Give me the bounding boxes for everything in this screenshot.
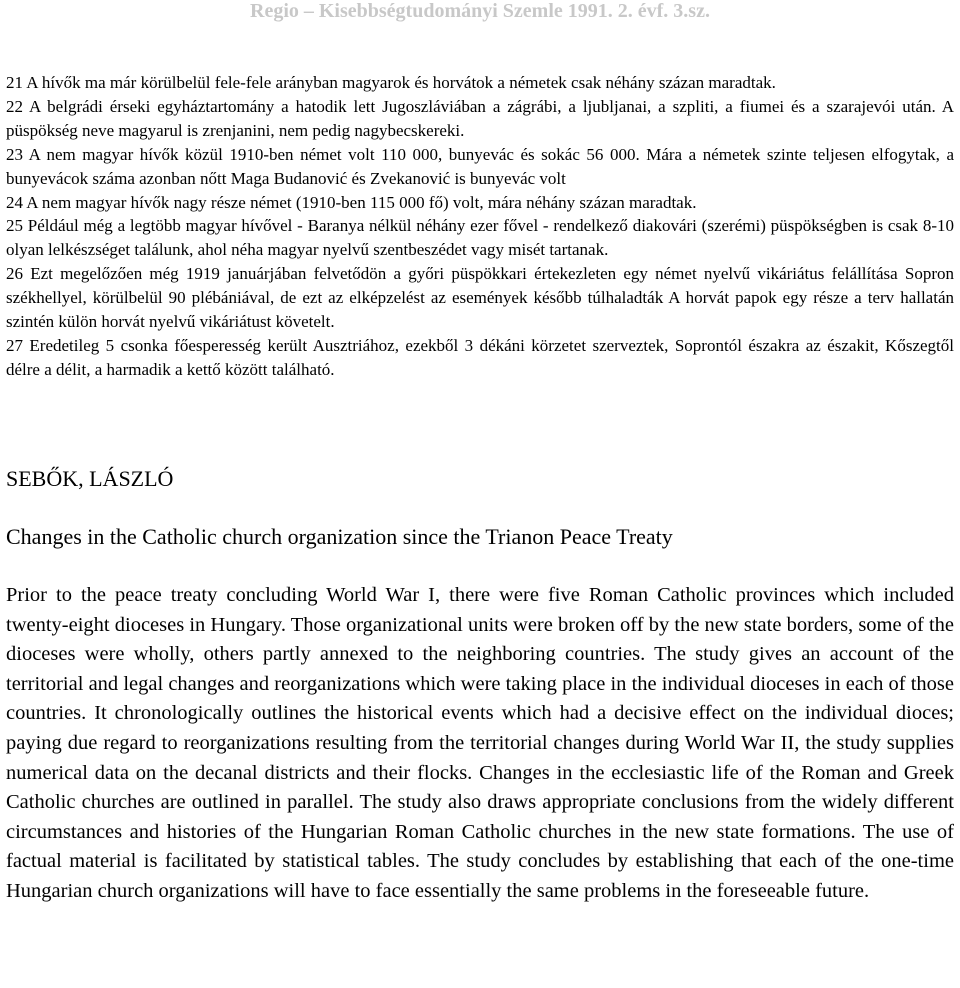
article-author: SEBŐK, LÁSZLÓ xyxy=(6,466,174,491)
footnotes xyxy=(6,71,954,382)
footnote-24: 24 A nem magyar hívők nagy része német (1910-ben 115 000 fő) volt, mára néhány százan maradtak. xyxy=(6,192,697,212)
article-title: Changes in the Catholic church organization since the Trianon Peace Treaty xyxy=(6,524,673,549)
article-abstract: Prior to the peace treaty concluding World War I, there were five Roman Catholic provinces which included twenty-eight dioceses in Hungary. Those organizational units were broken off by the new state borders, some of the dioceses were wholly, others partly annexed to the neighboring countries. The study gives an account of the territorial and legal changes and reorganizations which were taking place in the individual dioceses in each of those countries. It chronologically outlines the historical events which had a decisive effect on the individual dioces; paying due regard to reorganizations resulting from the territorial changes during World War II, the study supplies numerical data on the decanal districts and their flocks. Changes in the ecclesiastic life of the Roman and Greek Catholic churches are outlined in parallel. The study also draws appropriate conclusions from the widely different circumstances and histories of the Hungarian Roman Catholic churches in the new state formations. The use of factual material is facilitated by statistical tables. The study concludes by establishing that each of the one-time Hungarian church organizations will have to face essentially the same problems in the foreseeable future. xyxy=(6,584,954,902)
footnote-25: 25 Például még a legtöbb magyar hívővel - Baranya nélkül néhány ezer fővel - rendelkező diakovári (szerémi) püspökségben is csak 8-10 olyan lelkészséget találunk, ahol néha magyar nyelvű szentbeszédet vagy misét tartanak. xyxy=(6,216,954,260)
footnote-26: 26 Ezt megelőzően még 1919 januárjában felvetődön a győri püspökkari értekezleten egy német nyelvű vikáriátus felállítása Sopron székhellyel, körülbelül 90 plébániával, de ezt az elképzelést az események később túlhaladták A horvát papok egy része a terv hallatán szintén külön horvát nyelvű vikáriátust követelt. xyxy=(6,264,954,332)
footnote-23: 23 A nem magyar hívők közül 1910-ben német volt 110 000, bunyevác és sokác 56 000. Mára a németek szinte teljesen elfogytak, a bunyevácok száma azonban nőtt Maga Budanović és Zvekanović is bunyevác volt xyxy=(6,144,954,188)
footnote-22: 22 A belgrádi érseki egyháztartomány a hatodik lett Jugoszláviában a zágrábi, a ljubljanai, a szpliti, a fiumei és a szarajevói után. A püspökség neve magyarul is zrenjanini, nem pedig nagybecskereki. xyxy=(6,96,954,140)
running-header: Regio – Kisebbségtudományi Szemle 1991. 2. évf. 3.sz. xyxy=(250,0,710,22)
footnote-21: 21 A hívők ma már körülbelül fele-fele arányban magyarok és horvátok a németek csak néhány százan maradtak. xyxy=(6,73,776,92)
footnote-27: 27 Eredetileg 5 csonka főesperesség került Ausztriához, ezekből 3 dékáni körzetet szerveztek, Soprontól északra az északit, Kőszegtől délre a délit, a harmadik a kettő között található. xyxy=(6,335,954,379)
